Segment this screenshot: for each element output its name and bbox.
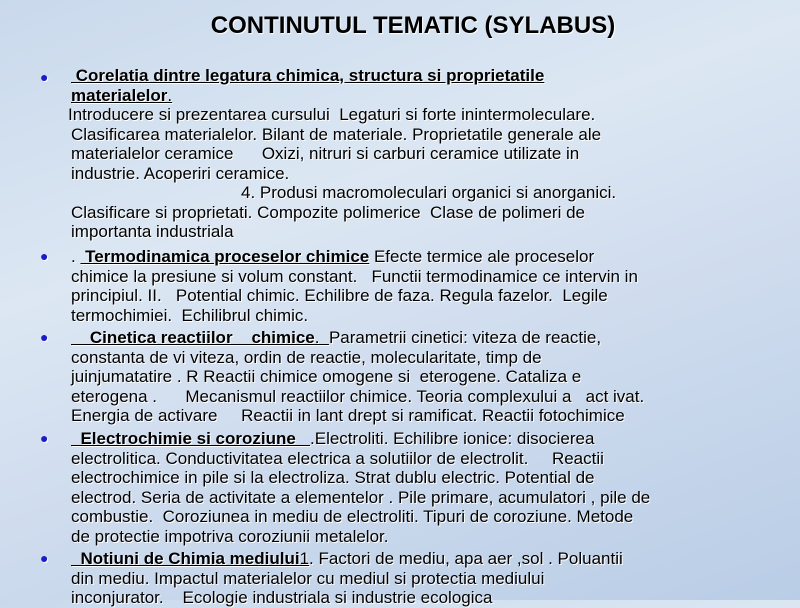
section-text: combustie. Coroziunea in mediu de electroliti. Tipuri de coroziune. Metode — [71, 507, 634, 526]
section-heading: Cinetica reactiilor chimice — [71, 328, 315, 347]
section-text: eterogena . Mecanismul reactiilor chimice. Teoria complexului a act ivat. — [71, 386, 645, 406]
section-heading: Electrochimie si coroziune — [71, 429, 311, 448]
bullet-icon: ● — [40, 248, 49, 264]
section-text: Introducere si prezentarea cursului Legaturi si forte inintermoleculare. — [68, 105, 596, 124]
section-cinetica: Cinetica reactiilor chimice. Parametrii cinetici: viteza de reactie, constanta de vi viteza, ordin de reactie, molecularitate, timp de juinjumatatire . R Reactii chimice omogene si eterogene. Cataliza e eterogena . Mecanismul reactiilor chimice. Teoria complexului a act ivat. Energia de activare Reactii in lant drept si ramificat. Reactii fotochimice — [71, 328, 761, 426]
section-text: inconjurator. Ecologie industriala si industrie ecologica — [71, 588, 493, 607]
section-corelatia: Corelatia dintre legatura chimica, structura si proprietatile materialelor. Introducere si prezentarea cursului Legaturi si forte inintermoleculare. Clasificarea materialelor. Bilant de materiale. Proprietatile generale ale materialelor ceramice Oxizi, nitruri si carburi ceramice utilizate in industrie. Acoperiri ceramice. 4. Produsi macromoleculari organici si anorganici. Clasificare si proprietati. Compozite polimerice Clase de polimeri de importanta industriala — [71, 66, 761, 242]
slide-title: CONTINUTUL TEMATIC (SYLABUS) — [210, 12, 616, 39]
section-text: constanta de vi viteza, ordin de reactie, molecularitate, timp de — [71, 347, 542, 367]
section-text: de protectie impotriva coroziunii metalelor. — [71, 526, 389, 546]
section-text: Energia de activare Reactii in lant drept si ramificat. Reactii fotochimice — [71, 406, 625, 425]
section-text: din mediu. Impactul materialelor cu mediul si protectia mediului — [71, 568, 545, 588]
section-chimia-mediului: Notiuni de Chimia mediului1. Factori de mediu, apa aer ,sol . Poluantii din mediu. Impactul materialelor cu mediul si protectia mediului inconjurator. Ecologie industriala si industrie ecologica — [71, 549, 761, 608]
section-termodinamica: . Termodinamica proceselor chimice Efecte termice ale proceselor chimice la presiune si volum constant. Functii termodinamice ce intervin in principiul. II. Potential chimic. Echilibre de faza. Regula fazelor. Legile termochimiei. Echilibrul chimic. — [71, 247, 761, 325]
section-heading-cont: materialelor — [71, 85, 168, 105]
section-heading: Termodinamica proceselor chimice — [80, 247, 370, 266]
bullet-icon: ● — [40, 69, 49, 85]
section-heading: Notiuni de Chimia mediului — [71, 549, 300, 568]
section-text: electrod. Seria de activitate a elementelor . Pile primare, acumulatori , pile de — [71, 487, 651, 507]
section-text: Clasificarea materialelor. Bilant de materiale. Proprietatile generale ale — [71, 124, 602, 144]
section-text: principiul. II. Potential chimic. Echilibre de faza. Regula fazelor. Legile — [71, 286, 608, 305]
bullet-icon: ● — [40, 550, 49, 566]
section-text: chimice la presiune si volum constant. Functii termodinamice ce intervin in — [71, 266, 638, 286]
section-text: termochimiei. Echilibrul chimic. — [71, 305, 309, 325]
section-text: industrie. Acoperiri ceramice. — [71, 163, 290, 183]
section-text: juinjumatatire . R Reactii chimice omogene si eterogene. Cataliza e — [71, 367, 582, 386]
section-text: 4. Produsi macromoleculari organici si anorganici. — [241, 183, 617, 202]
section-electrochimie: Electrochimie si coroziune .Electroliti. Echilibre ionice: disocierea electrolitica. Conductivitatea electrica a solutiilor de electrolit. Reactii electrochimice in pile si la electroliza. Strat dublu electric. Potential de electrod. Seria de activitate a elementelor . Pile primare, acumulatori , pile de combustie. Coroziunea in mediu de electroliti. Tipuri de coroziune. Metode de protectie impotriva coroziunii metalelor. — [71, 429, 761, 546]
bullet-icon: ● — [40, 329, 49, 345]
section-text: importanta industriala — [71, 222, 234, 241]
section-text: electrolitica. Conductivitatea electrica a solutiilor de electrolit. Reactii — [71, 448, 604, 468]
section-heading: Corelatia dintre legatura chimica, structura si proprietatile — [71, 66, 545, 85]
section-text: Clasificare si proprietati. Compozite polimerice Clase de polimeri de — [71, 202, 585, 222]
section-text: materialelor ceramice Oxizi, nitruri si carburi ceramice utilizate in — [71, 144, 580, 163]
section-text: electrochimice in pile si la electroliza. Strat dublu electric. Potential de — [71, 468, 595, 487]
bullet-icon: ● — [40, 430, 49, 446]
